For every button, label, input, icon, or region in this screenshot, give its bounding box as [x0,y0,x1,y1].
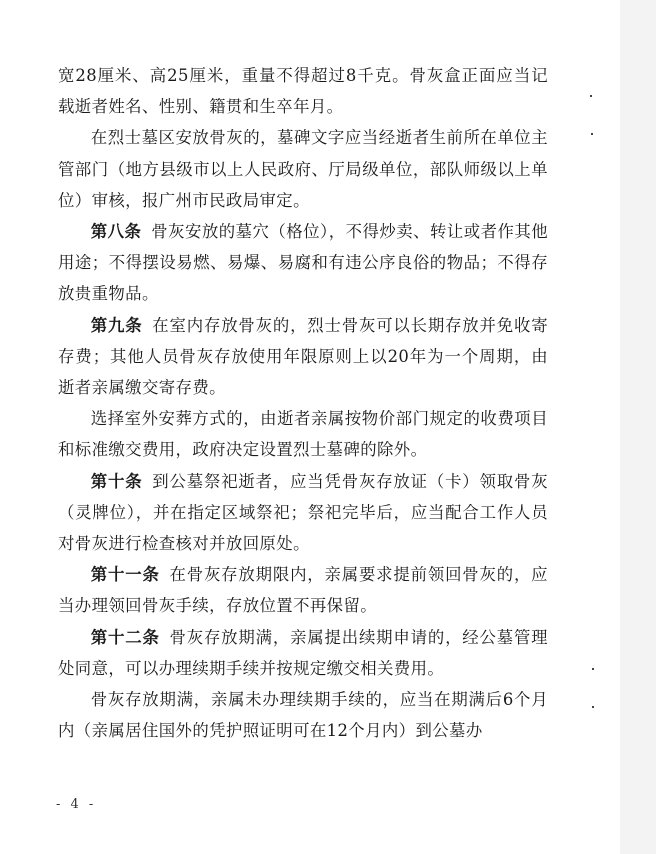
paragraph-5 [58,403,548,465]
paragraph-text: 骨灰安放的墓穴（格位），不得炒卖、转让或者作其他用途；不得摆设易燃、易爆、易腐和有违公序良俗的物品；不得存放贵重物品。 [58,222,549,304]
article-label: 第八条 [90,222,142,242]
scan-speck [590,95,592,97]
article-10 [58,466,548,560]
scan-speck [592,668,594,670]
paragraph-text: 骨灰存放期满，亲属未办理续期手续的，应当在期满后6个月内（亲属居住国外的凭护照证明可在12个月内）到公墓办 [58,690,548,741]
article-11 [58,559,548,621]
paragraph-text: 在烈士墓区安放骨灰的，墓碑文字应当经逝者生前所在单位主管部门（地方县级市以上人民政府、厅局级单位，部队师级以上单位）审核，报广州市民政局审定。 [58,128,548,210]
paragraph-9 [58,684,548,746]
paragraph-1 [58,60,548,122]
article-12 [58,622,548,684]
article-label: 第十二条 [90,627,160,647]
article-9 [58,310,548,404]
document-body [58,60,548,746]
paragraph-text: 在室内存放骨灰的，烈士骨灰可以长期存放并免收寄存费；其他人员骨灰存放使用年限原则上以20年为一个周期，由逝者亲属缴交寄存费。 [58,315,548,398]
article-label: 第十一条 [90,565,160,585]
paragraph-text: 选择室外安葬方式的，由逝者亲属按物价部门规定的收费项目和标准缴交费用，政府决定设置烈士墓碑的除外。 [58,409,548,460]
paragraph-2 [58,122,548,216]
scan-speck [592,706,594,708]
article-label: 第九条 [90,315,143,335]
paragraph-text: 在骨灰存放期限内，亲属要求提前领回骨灰的，应当办理领回骨灰手续，存放位置不再保留。 [58,565,548,616]
paragraph-text: 宽28厘米、高25厘米，重量不得超过8千克。骨灰盒正面应当记载逝者姓名、性别、籍贯和生卒年月。 [58,66,548,117]
paragraph-text: 到公墓祭祀逝者，应当凭骨灰存放证（卡）领取骨灰（灵牌位），并在指定区域祭祀；祭祀完毕后，应当配合工作人员对骨灰进行检查核对并放回原处。 [58,471,548,554]
article-8 [58,216,548,310]
scan-speck [591,133,593,135]
page-number: - 4 - [56,797,97,812]
paragraph-text: 骨灰存放期满，亲属提出续期申请的，经公墓管理处同意，可以办理续期手续并按规定缴交相关费用。 [58,627,548,678]
article-label: 第十条 [90,471,143,491]
